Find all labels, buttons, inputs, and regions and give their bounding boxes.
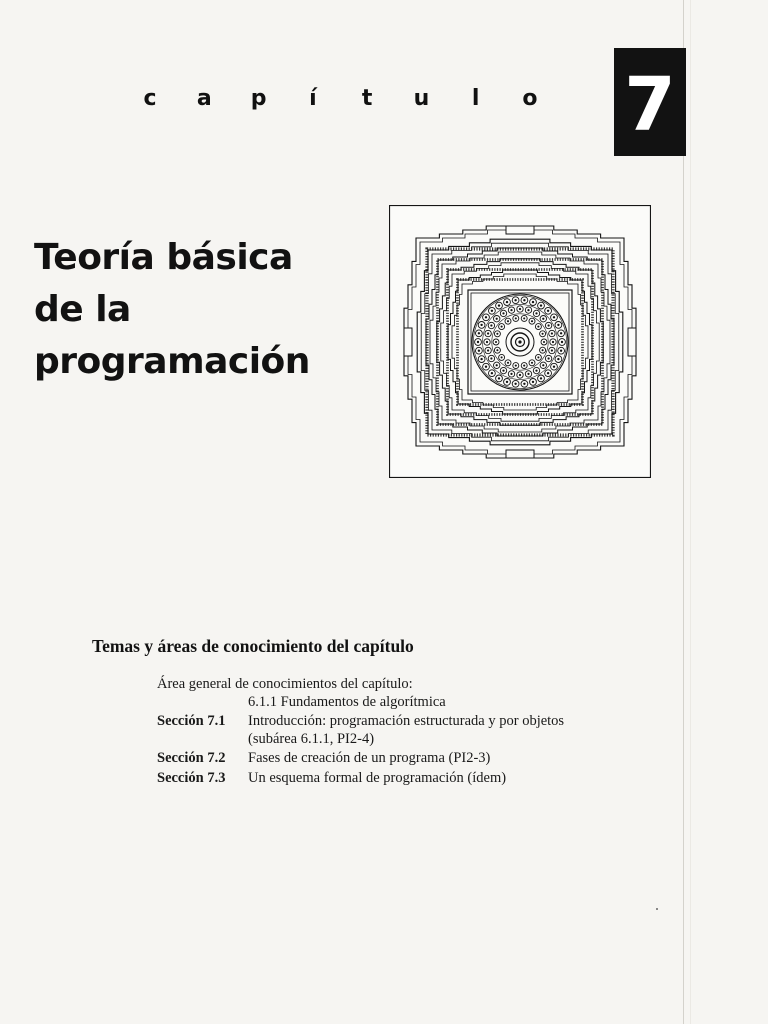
chapter-label-letter: a bbox=[196, 86, 212, 111]
mandala-small-circle-dot bbox=[547, 310, 549, 312]
mandala-small-circle-dot bbox=[532, 301, 534, 303]
chapter-label-letter: l bbox=[471, 86, 480, 111]
chapter-label-letter: t bbox=[361, 86, 373, 111]
section-description-line: Un esquema formal de programación (ídem) bbox=[248, 769, 507, 786]
mandala-small-circle-dot bbox=[477, 341, 479, 343]
chapter-label-letter: c bbox=[143, 86, 157, 111]
mandala-small-circle-dot bbox=[514, 383, 516, 385]
mandala-small-circle-dot bbox=[535, 369, 537, 371]
chapter-number: 7 bbox=[624, 62, 676, 148]
page-edge-shadow bbox=[690, 0, 691, 1024]
section-description bbox=[248, 713, 637, 748]
section-row bbox=[157, 770, 637, 788]
mandala-small-circle-dot bbox=[480, 358, 482, 360]
mandala-small-circle-dot bbox=[496, 318, 498, 320]
section-row bbox=[157, 750, 637, 768]
mandala-small-circle-dot bbox=[561, 341, 563, 343]
mandala-small-circle-dot bbox=[553, 316, 555, 318]
mandala-small-circle-dot bbox=[498, 377, 500, 379]
mandala-small-circle-dot bbox=[519, 308, 521, 310]
mandala-gateway bbox=[404, 328, 412, 356]
mandala-small-circle-dot bbox=[543, 341, 545, 343]
chapter-title-line: programación bbox=[34, 341, 310, 382]
mandala-small-circle-dot bbox=[514, 299, 516, 301]
mandala-small-circle-dot bbox=[501, 356, 503, 358]
mandala-small-circle-dot bbox=[487, 332, 489, 334]
mandala-small-circle-dot bbox=[491, 310, 493, 312]
mandala-illustration bbox=[389, 205, 651, 478]
mandala-small-circle-dot bbox=[486, 341, 488, 343]
chapter-label-letter: p bbox=[250, 86, 267, 111]
mandala-small-circle-dot bbox=[515, 365, 517, 367]
mandala-small-circle-dot bbox=[531, 320, 533, 322]
mandala-small-circle-dot bbox=[485, 316, 487, 318]
section-description-line: (subárea 6.1.1, PI2-4) bbox=[248, 730, 375, 747]
mandala-small-circle-dot bbox=[507, 320, 509, 322]
mandala-small-circle-dot bbox=[502, 369, 504, 371]
mandala-small-circle-dot bbox=[491, 372, 493, 374]
mandala-small-circle-dot bbox=[480, 324, 482, 326]
chapter-label-letter: u bbox=[413, 86, 430, 111]
mandala-small-circle-dot bbox=[547, 357, 549, 359]
mandala-small-circle-dot bbox=[498, 304, 500, 306]
mandala-small-circle-dot bbox=[478, 332, 480, 334]
section-label: Sección 7.3 bbox=[157, 769, 226, 786]
mandala-small-circle-dot bbox=[501, 326, 503, 328]
mandala-small-circle-dot bbox=[490, 357, 492, 359]
mandala-small-circle-dot bbox=[542, 333, 544, 335]
mandala-small-circle-dot bbox=[496, 333, 498, 335]
mandala-small-circle-dot bbox=[535, 312, 537, 314]
general-subarea: 6.1.1 Fundamentos de algorítmica bbox=[248, 693, 446, 710]
mandala-small-circle-dot bbox=[490, 324, 492, 326]
chapter-title-line: Teoría básica bbox=[34, 237, 293, 278]
mandala-small-circle-dot bbox=[540, 377, 542, 379]
mandala-small-circle-dot bbox=[487, 349, 489, 351]
mandala-small-circle-dot bbox=[502, 312, 504, 314]
section-description bbox=[248, 750, 637, 768]
mandala-gateway bbox=[628, 328, 636, 356]
mandala-small-circle-dot bbox=[496, 349, 498, 351]
mandala-small-circle-dot bbox=[540, 304, 542, 306]
mandala-small-circle-dot bbox=[553, 366, 555, 368]
section-description-line: Introducción: programación estructurada y por objetos bbox=[248, 713, 565, 729]
mandala-small-circle-dot bbox=[531, 362, 533, 364]
print-speck bbox=[656, 908, 658, 910]
section-description-line: Fases de creación de un programa (PI2-3) bbox=[248, 750, 491, 766]
mandala-small-circle-dot bbox=[506, 301, 508, 303]
chapter-label bbox=[140, 86, 540, 111]
mandala-small-circle-dot bbox=[557, 358, 559, 360]
mandala-small-circle-dot bbox=[510, 373, 512, 375]
mandala-small-circle-dot bbox=[547, 324, 549, 326]
mandala-small-circle-dot bbox=[542, 349, 544, 351]
mandala-small-circle-dot bbox=[495, 341, 497, 343]
mandala-small-circle-dot bbox=[519, 374, 521, 376]
general-area-label: Área general de conocimientos del capítulo: bbox=[157, 676, 413, 692]
mandala-small-circle-dot bbox=[515, 317, 517, 319]
mandala-small-circle-dot bbox=[551, 332, 553, 334]
mandala-small-circle-dot bbox=[560, 332, 562, 334]
topics-heading: Temas y áreas de conocimiento del capítulo bbox=[92, 636, 414, 656]
mandala-small-circle-dot bbox=[523, 383, 525, 385]
mandala-small-circle-dot bbox=[496, 364, 498, 366]
mandala-small-circle-dot bbox=[523, 299, 525, 301]
mandala-small-circle-dot bbox=[507, 362, 509, 364]
mandala-small-circle-dot bbox=[523, 365, 525, 367]
chapter-label-letter: o bbox=[522, 86, 538, 111]
chapter-label-letter: í bbox=[309, 86, 317, 111]
chapter-number-box bbox=[614, 48, 686, 156]
mandala-small-circle-dot bbox=[506, 381, 508, 383]
mandala-small-circle-dot bbox=[560, 350, 562, 352]
section-description bbox=[248, 770, 637, 788]
mandala-small-circle-dot bbox=[537, 356, 539, 358]
section-row bbox=[157, 713, 637, 748]
mandala-small-circle-dot bbox=[537, 326, 539, 328]
mandala-small-circle-dot bbox=[523, 317, 525, 319]
chapter-title bbox=[34, 232, 310, 388]
mandala-small-circle-dot bbox=[551, 349, 553, 351]
mandala-center-dot bbox=[518, 340, 521, 343]
mandala-yantra-icon bbox=[389, 205, 651, 478]
mandala-small-circle-dot bbox=[485, 366, 487, 368]
mandala-small-circle-dot bbox=[547, 372, 549, 374]
mandala-small-circle-dot bbox=[532, 381, 534, 383]
mandala-small-circle-dot bbox=[552, 341, 554, 343]
section-label: Sección 7.2 bbox=[157, 750, 226, 766]
mandala-small-circle-dot bbox=[557, 324, 559, 326]
mandala-small-circle-dot bbox=[510, 309, 512, 311]
mandala-small-circle-dot bbox=[542, 364, 544, 366]
topics-block bbox=[157, 676, 637, 787]
mandala-small-circle-dot bbox=[478, 350, 480, 352]
mandala-small-circle-dot bbox=[527, 373, 529, 375]
mandala-gateway bbox=[506, 450, 534, 458]
mandala-small-circle-dot bbox=[542, 318, 544, 320]
section-label: Sección 7.1 bbox=[157, 713, 226, 729]
chapter-title-line: de la bbox=[34, 289, 131, 330]
mandala-small-circle-dot bbox=[527, 309, 529, 311]
mandala-gateway bbox=[506, 226, 534, 234]
